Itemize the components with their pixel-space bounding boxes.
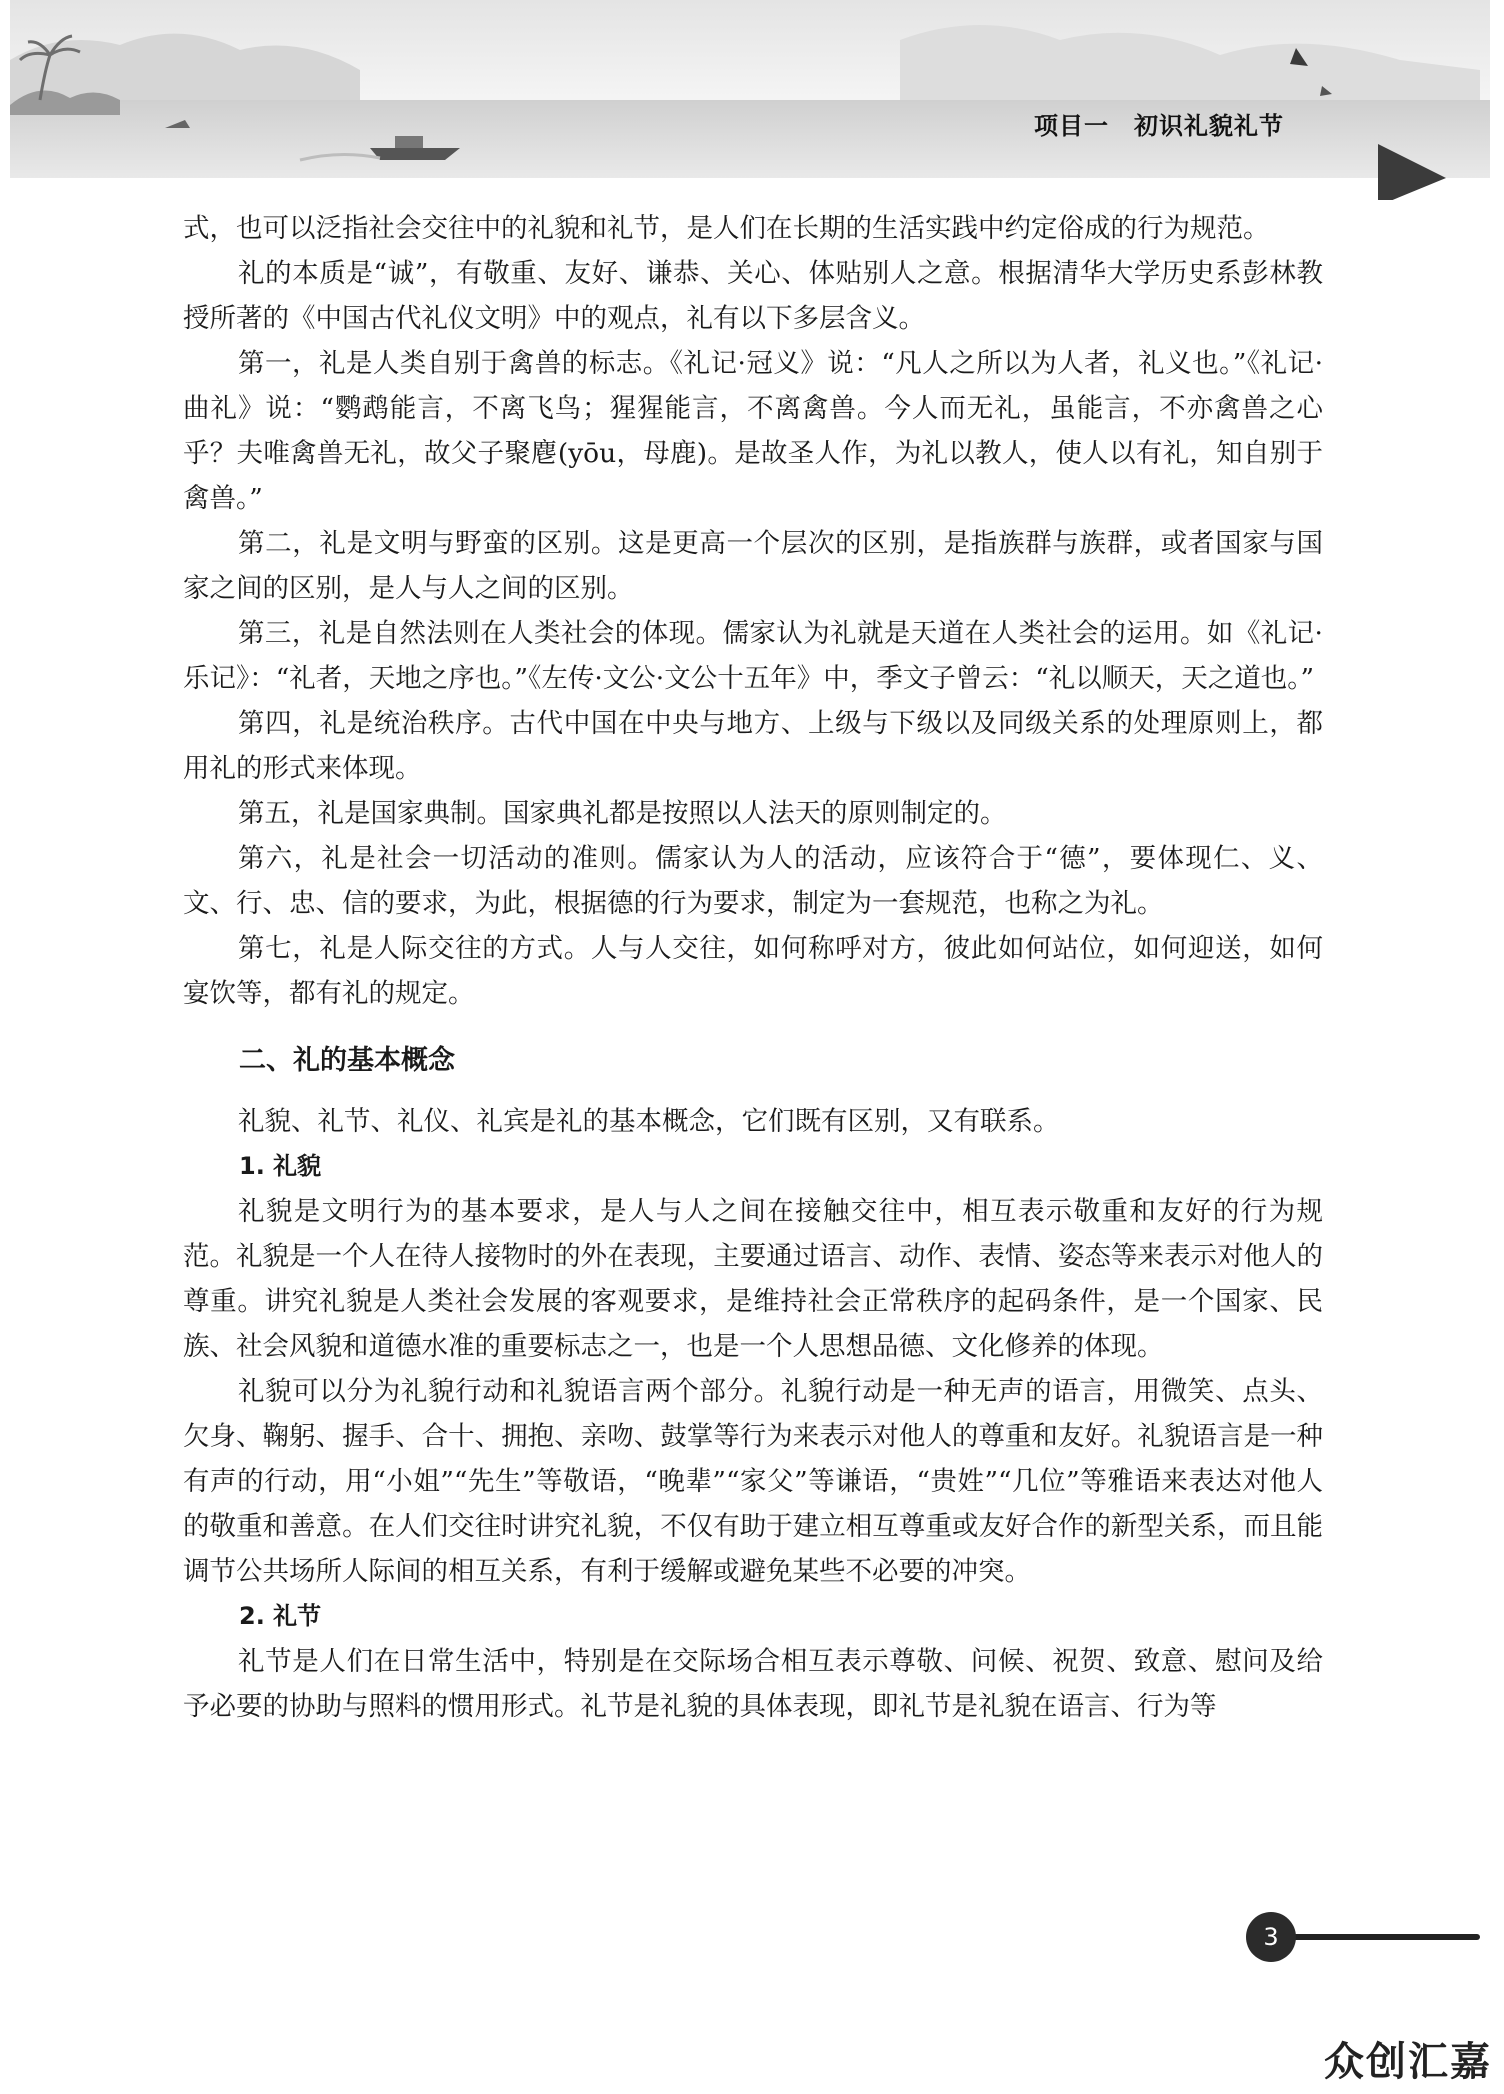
paragraph: 第三，礼是自然法则在人类社会的体现。儒家认为礼就是天道在人类社会的运用。如《礼记·乐记》：“礼者，天地之序也。”《左传·文公·文公十五年》中，季文子曾云：“礼以顺天，天之道也。” — [183, 618, 1323, 694]
paragraph: 第六，礼是社会一切活动的准则。儒家认为人的活动，应该符合于“德”，要体现仁、义、文、行、忠、信的要求，为此，根据德的行为要求，制定为一套规范，也称之为礼。 — [183, 843, 1323, 919]
paragraph: 礼节是人们在日常生活中，特别是在交际场合相互表示尊敬、问候、祝贺、致意、慰问及给予必要的协助与照料的惯用形式。礼节是礼貌的具体表现，即礼节是礼貌在语言、行为等 — [183, 1646, 1323, 1722]
paragraph: 第四，礼是统治秩序。古代中国在中央与地方、上级与下级以及同级关系的处理原则上，都用礼的形式来体现。 — [183, 708, 1323, 784]
body-text — [183, 206, 1323, 1729]
page-number-badge — [1246, 1912, 1486, 1972]
running-header-title: 项目一 初识礼貌礼节 — [1034, 112, 1284, 140]
subsection-heading: 1. 礼貌 — [239, 1152, 322, 1180]
paragraph: 第二，礼是文明与野蛮的区别。这是更高一个层次的区别，是指族群与族群，或者国家与国家之间的区别，是人与人之间的区别。 — [183, 528, 1323, 604]
subsection-heading: 2. 礼节 — [239, 1602, 322, 1630]
watermark: 众创汇嘉 — [1324, 2039, 1492, 2085]
paragraph: 礼貌是文明行为的基本要求，是人与人之间在接触交往中，相互表示敬重和友好的行为规范。礼貌是一个人在待人接物时的外在表现，主要通过语言、动作、表情、姿态等来表示对他人的尊重。讲究礼貌是人类社会发展的客观要求，是维持社会正常秩序的起码条件，是一个国家、民族、社会风貌和道德水准的重要标志之一，也是一个人思想品德、文化修养的体现。 — [183, 1196, 1323, 1362]
section-heading: 二、礼的基本概念 — [239, 1045, 455, 1076]
paragraph: 礼的本质是“诚”，有敬重、友好、谦恭、关心、体贴别人之意。根据清华大学历史系彭林教授所著的《中国古代礼仪文明》中的观点，礼有以下多层含义。 — [183, 258, 1323, 334]
paragraph: 第七，礼是人际交往的方式。人与人交往，如何称呼对方，彼此如何站位，如何迎送，如何宴饮等，都有礼的规定。 — [183, 933, 1323, 1009]
header-banner — [0, 0, 1504, 200]
paragraph: 第五，礼是国家典制。国家典礼都是按照以人法天的原则制定的。 — [238, 798, 1007, 829]
paragraph: 礼貌、礼节、礼仪、礼宾是礼的基本概念，它们既有区别，又有联系。 — [238, 1106, 1060, 1137]
paragraph: 式，也可以泛指社会交往中的礼貌和礼节，是人们在长期的生活实践中约定俗成的行为规范。 — [183, 213, 1270, 244]
page-number-rule — [1290, 1934, 1480, 1940]
page-number: 3 — [1246, 1912, 1296, 1962]
paragraph: 第一，礼是人类自别于禽兽的标志。《礼记·冠义》说：“凡人之所以为人者，礼义也。”《礼记·曲礼》说：“鹦鹉能言，不离飞鸟；猩猩能言，不离禽兽。今人而无礼，虽能言，不亦禽兽之心乎？夫唯禽兽无礼，故父子聚麀(yōu，母鹿)。是故圣人作，为礼以教人，使人以有礼，知自别于禽兽。” — [183, 348, 1323, 514]
paragraph: 礼貌可以分为礼貌行动和礼貌语言两个部分。礼貌行动是一种无声的语言，用微笑、点头、欠身、鞠躬、握手、合十、拥抱、亲吻、鼓掌等行为来表示对他人的尊重和友好。礼貌语言是一种有声的行动，用“小姐”“先生”等敬语，“晚辈”“家父”等谦语，“贵姓”“几位”等雅语来表达对他人的敬重和善意。在人们交往时讲究礼貌，不仅有助于建立相互尊重或友好合作的新型关系，而且能调节公共场所人际间的相互关系，有利于缓解或避免某些不必要的冲突。 — [183, 1376, 1323, 1587]
